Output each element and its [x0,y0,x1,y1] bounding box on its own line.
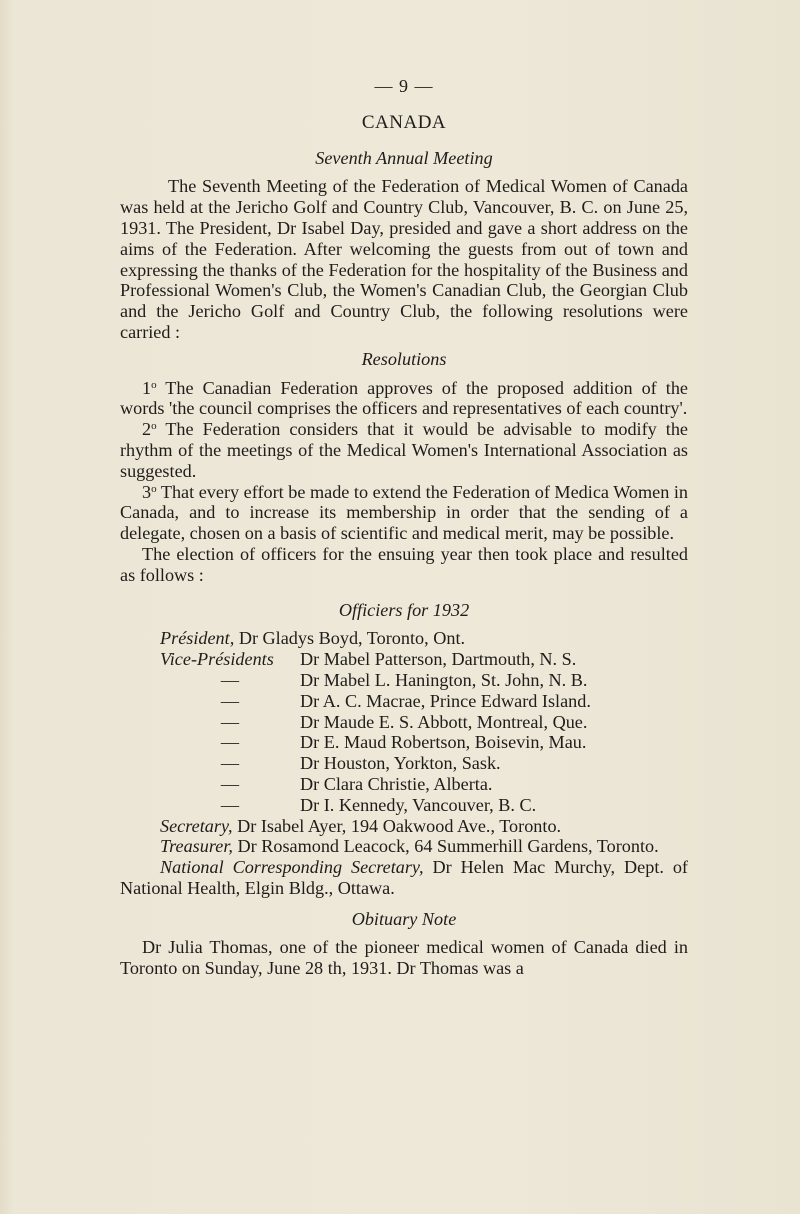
vice-president-value: Dr Maude E. S. Abbott, Montreal, Que. [300,711,588,732]
treasurer-label: Treasurer, [160,836,233,857]
vice-president-row [160,753,688,774]
resolution-ordinal: o [151,482,157,495]
section-heading-officers: Officiers for 1932 [338,599,470,620]
corresponding-secretary-row [120,857,688,899]
resolution-ordinal: o [151,378,157,391]
page-content [120,76,688,979]
section-heading-meeting: Seventh Annual Meeting [315,147,493,168]
page-number: — 9 — [374,76,434,96]
vice-president-value: Dr Clara Christie, Alberta. [300,773,493,794]
vice-president-row [160,774,688,795]
secretary-row [160,816,688,837]
officers-list [160,628,688,836]
ditto-dash: — [220,753,240,774]
corresponding-secretary-value: Dr Helen Mac Murchy, Dept. of National Health, Elgin Bldg., Ottawa. [120,857,688,898]
secretary-value: Dr Isabel Ayer, 194 Oakwood Ave., Toronto. [237,815,562,836]
election-paragraph: The election of officers for the ensuing year then took place and resulted as follows : [120,543,688,585]
ditto-dash: — [220,690,240,711]
obituary-paragraph: Dr Julia Thomas, one of the pioneer medical women of Canada died in Toronto on Sunday, June 28 th, 1931. Dr Thomas was a [120,937,688,979]
president-value: Dr Gladys Boyd, Toronto, Ont. [238,628,466,649]
treasurer-row [120,836,688,857]
ditto-dash: — [220,794,240,815]
vice-president-row [160,670,688,691]
corresponding-secretary-label: National Corresponding Secretary, [160,857,424,878]
resolution-ordinal: o [151,420,157,433]
ditto-dash: — [220,773,240,794]
vice-president-row [160,732,688,753]
resolution-2 [120,419,688,481]
intro-paragraph: The Seventh Meeting of the Federation of Medical Women of Canada was held at the Jericho Golf and Country Club, Vancouver, B. C. on June 25, 1931. The President, Dr Isabel Day, presided and gave a short address on the aims of the Federation. After welcoming the guests from out of town and expressing the thanks of the Federation for the hospitality of the Business and Professional Women's Club, the Women's Canadian Club, the Georgian Club and the Jericho Golf and Country Club, the following resolutions were carried : [120,176,688,342]
section-heading-resolutions: Resolutions [361,348,447,369]
resolution-text: That every effort be made to extend the Federation of Medica Women in Canada, and to increase its membership in order that the sending of a delegate, chosen on a basis of scientific and medical merit, may be possible. [120,481,689,544]
president-label: Président, [160,628,235,649]
vice-president-row [160,649,688,670]
vice-president-value: Dr I. Kennedy, Vancouver, B. C. [300,794,537,815]
treasurer-value: Dr Rosamond Leacock, 64 Summerhill Gardens, Toronto. [237,836,659,857]
resolution-number: 2 [142,419,152,440]
resolution-text: The Canadian Federation approves of the proposed addition of the words 'the council comprises the officers and representatives of each country'. [120,377,688,419]
resolution-1 [120,378,688,420]
page-title: CANADA [361,111,447,133]
vice-president-value: Dr A. C. Macrae, Prince Edward Island. [300,690,591,711]
ditto-dash: — [220,711,240,732]
president-row [160,628,688,649]
vice-president-value: Dr Mabel L. Hanington, St. John, N. B. [300,669,588,690]
section-heading-obituary: Obituary Note [351,908,457,929]
resolution-number: 3 [142,481,152,502]
vice-president-row [160,712,688,733]
secretary-label: Secretary, [160,815,233,836]
vice-presidents-label: Vice-Présidents [160,649,274,670]
vice-president-value: Dr E. Maud Robertson, Boisevin, Mau. [300,732,587,753]
resolution-3 [120,482,688,544]
ditto-dash: — [220,669,240,690]
vice-president-value: Dr Houston, Yorkton, Sask. [300,753,501,774]
vice-president-row [160,691,688,712]
ditto-dash: — [220,732,240,753]
resolution-text: The Federation considers that it would be advisable to modify the rhythm of the meetings of the Medical Women's International Association as suggested. [120,419,688,481]
vice-president-row [160,795,688,816]
vice-president-value: Dr Mabel Patterson, Dartmouth, N. S. [300,649,577,670]
resolution-number: 1 [142,377,152,398]
